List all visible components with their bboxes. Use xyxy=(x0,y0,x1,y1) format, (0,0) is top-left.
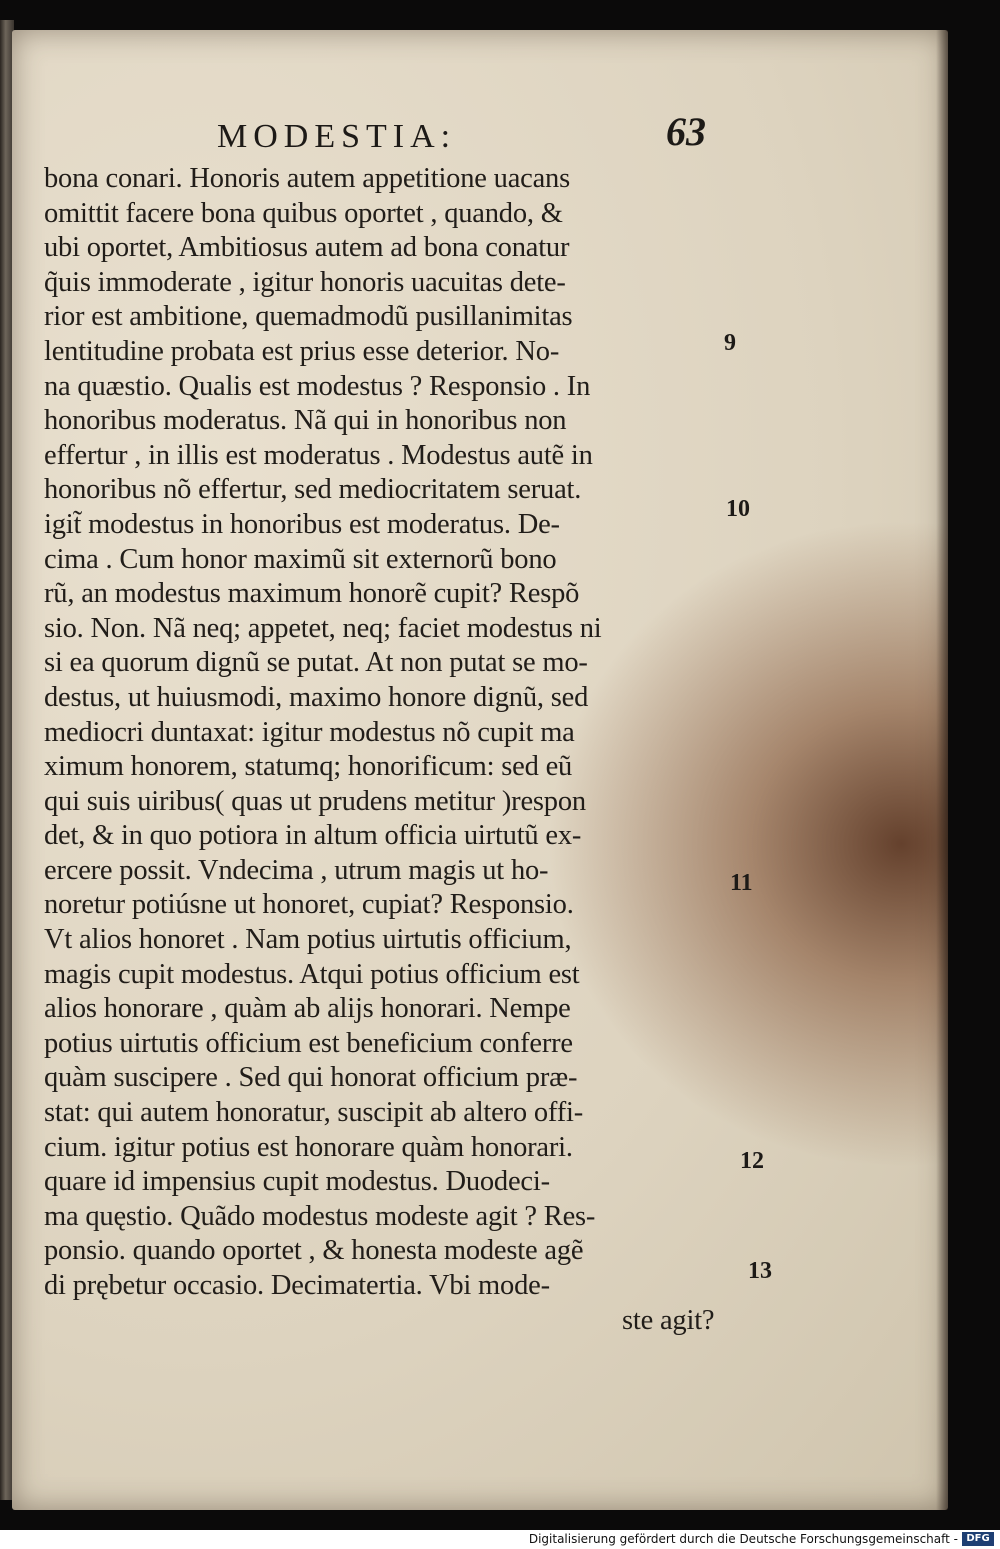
text-line: ma quęstio. Quãdo modestus modeste agit ? Res- xyxy=(44,1200,596,1232)
page-number: 63 xyxy=(666,109,706,154)
text-line: ponsio. quando oportet , & honesta modeste agẽ xyxy=(44,1235,584,1267)
text-line: si ea quorum dignũ se putat. At non putat se mo- xyxy=(44,647,588,679)
text-line: destus, ut huiusmodi, maximo honore dignũ, sed xyxy=(44,681,589,713)
text-line: det, & in quo potiora in altum officia uirtutũ ex- xyxy=(44,820,582,852)
text-line: cima . Cum honor maximũ sit externorũ bono xyxy=(44,543,557,575)
text-line: ubi oportet, Ambitiosus autem ad bona conatur xyxy=(44,232,570,264)
text-line: quàm suscipere . Sed qui honorat officium præ- xyxy=(44,1062,578,1094)
text-block xyxy=(44,162,724,1338)
text-line: honoribus nõ effertur, sed mediocritatem seruat. xyxy=(44,474,582,506)
text-line: sio. Non. Nã neq; appetet, neq; faciet modestus ni xyxy=(44,612,602,644)
text-line: lentitudine probata est prius esse deterior. No- xyxy=(44,335,560,367)
dfg-logo: DFG xyxy=(962,1532,994,1546)
margin-number: 12 xyxy=(740,1148,764,1174)
text-line: mediocri duntaxat: igitur modestus nõ cupit ma xyxy=(44,716,575,748)
text-line: rior est ambitione, quemadmodũ pusillanimitas xyxy=(44,301,573,333)
footer-bar xyxy=(0,1530,1000,1549)
text-line: cium. igitur potius est honorare quàm honorari. xyxy=(44,1131,573,1163)
margin-number: 10 xyxy=(726,496,750,522)
book-page xyxy=(12,30,948,1510)
text-line: ercere possit. Vndecima , utrum magis ut ho- xyxy=(44,854,549,886)
text-line: magis cupit modestus. Atqui potius officium est xyxy=(44,958,580,990)
text-line: na quæstio. Qualis est modestus ? Responsio . In xyxy=(44,370,591,402)
text-line: effertur , in illis est moderatus . Modestus autẽ in xyxy=(44,439,593,471)
text-line: honoribus moderatus. Nã qui in honoribus non xyxy=(44,405,567,437)
text-line: bona conari. Honoris autem appetitione uacans xyxy=(44,163,570,194)
text-line: noretur potiúsne ut honoret, cupiat? Responsio. xyxy=(44,889,574,921)
text-line: quare id impensius cupit modestus. Duodeci- xyxy=(44,1166,550,1198)
text-line: potius uirtutis officium est beneficium conferre xyxy=(44,1027,573,1059)
text-line: di prębetur occasio. Decimatertia. Vbi mode- xyxy=(44,1270,550,1301)
margin-number: 9 xyxy=(724,330,736,356)
text-line: ximum honorem, statumq; honorificum: sed eũ xyxy=(44,751,573,783)
digitization-credit: Digitalisierung gefördert durch die Deutsche Forschungsgemeinschaft - xyxy=(528,1532,958,1546)
running-head xyxy=(12,108,960,158)
text-line: rũ, an modestus maximum honorẽ cupit? Respõ xyxy=(44,578,580,610)
text-line: Vt alios honoret . Nam potius uirtutis officium, xyxy=(44,924,572,956)
text-line: ste agit? xyxy=(622,1304,715,1336)
text-line: stat: qui autem honoratur, suscipit ab altero offi- xyxy=(44,1097,583,1129)
running-title: MODESTIA: xyxy=(217,118,457,155)
text-line: igit̃ modestus in honoribus est moderatus. De- xyxy=(44,508,560,540)
text-line: q̃uis immoderate , igitur honoris uacuitas dete- xyxy=(44,266,566,298)
margin-number: 13 xyxy=(748,1258,772,1284)
text-line: qui suis uiribus( quas ut prudens metitur )respon xyxy=(44,785,586,817)
text-line: alios honorare , quàm ab aliјs honorari. Nempe xyxy=(44,993,571,1025)
margin-number: 11 xyxy=(730,870,753,896)
text-line: omittit facere bona quibus oportet , quando, & xyxy=(44,197,563,229)
